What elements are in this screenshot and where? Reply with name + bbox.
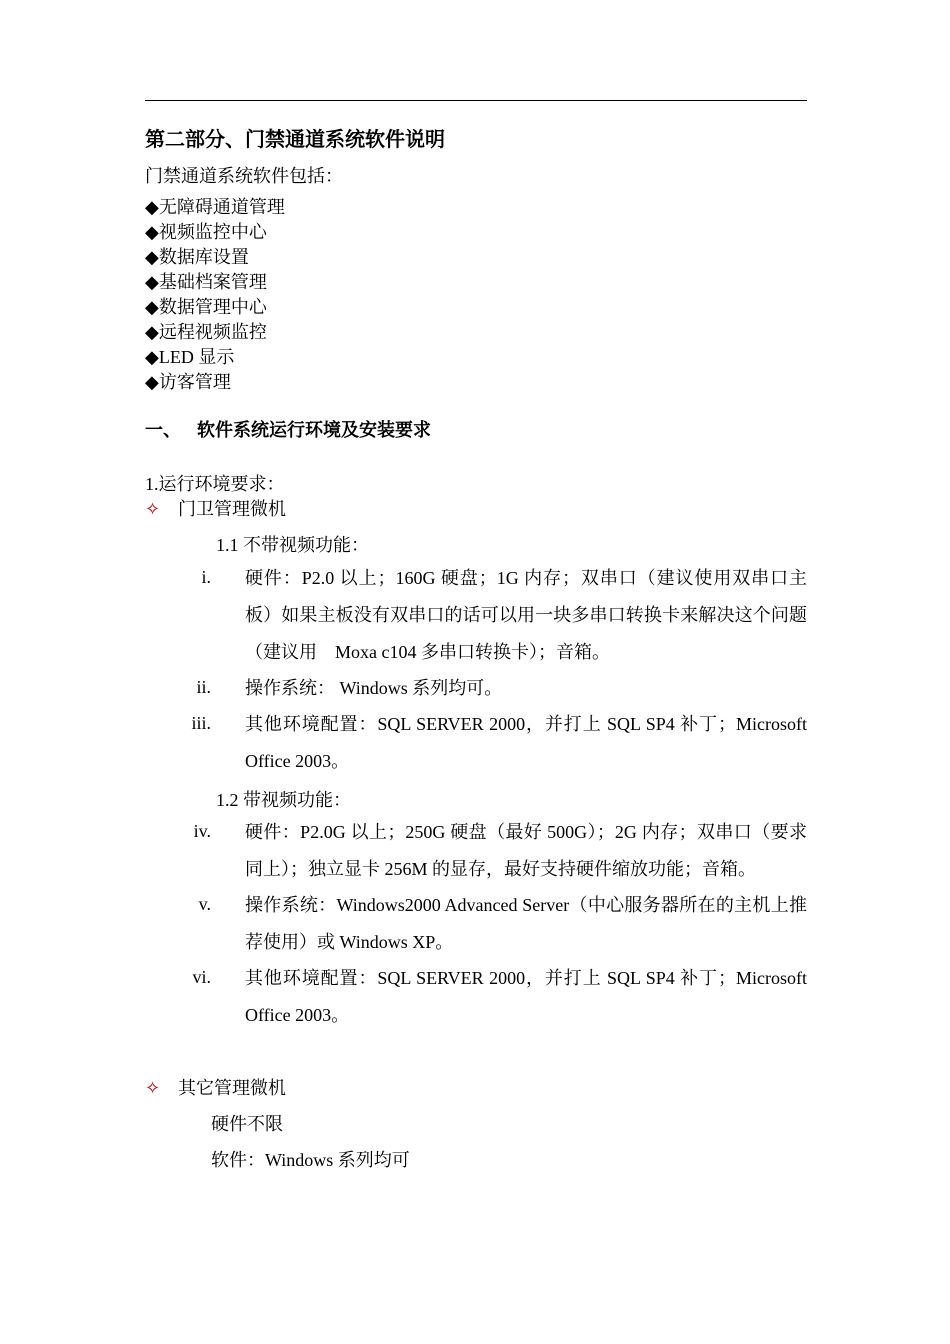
- group-title: 其它管理微机: [178, 1078, 286, 1098]
- section-heading: [145, 416, 431, 442]
- intro-text: 门禁通道系统软件包括：: [145, 166, 343, 186]
- item-text: 硬件：P2.0G 以上；250G 硬盘（最好 500G）；2G 内存；双串口（要求同上）；独立显卡 256M 的显存，最好支持硬件缩放功能；音箱。: [245, 822, 807, 879]
- list-item: ◆远程视频监控: [145, 322, 267, 342]
- item-number: v.: [198, 894, 211, 914]
- list-item: ◆数据管理中心: [145, 297, 267, 317]
- group-title: 门卫管理微机: [178, 499, 286, 519]
- list-item: ◆基础档案管理: [145, 272, 267, 292]
- list-item: ◆视频监控中心: [145, 222, 267, 242]
- requirement-heading: 1.运行环境要求：: [145, 474, 285, 494]
- subheading: 1.2 带视频功能：: [216, 790, 351, 810]
- item-text: 其他环境配置：SQL SERVER 2000，并打上 SQL SP4 补丁；Microsoft Office 2003。: [245, 968, 807, 1025]
- diamond-icon: ◆: [145, 197, 159, 217]
- item-number: i.: [201, 567, 211, 587]
- item-text: 其他环境配置：SQL SERVER 2000，并打上 SQL SP4 补丁；Microsoft Office 2003。: [245, 714, 807, 771]
- item-text: 操作系统： Windows 系列均可。: [245, 678, 503, 698]
- subheading: 1.1 不带视频功能：: [216, 535, 369, 555]
- star-icon: ✧: [145, 1078, 161, 1098]
- group-heading: [145, 1074, 286, 1100]
- item-number: iii.: [191, 713, 211, 733]
- item-number: vi.: [192, 967, 211, 987]
- list-item: ◆LED 显示: [145, 347, 235, 367]
- item-text: 硬件：P2.0 以上；160G 硬盘；1G 内存；双串口（建议使用双串口主板）如果主板没有双串口的话可以用一块多串口转换卡来解决这个问题（建议用 Moxa c104 多串口转换卡）；音箱。: [245, 568, 807, 662]
- star-icon: ✧: [145, 499, 161, 519]
- diamond-icon: ◆: [145, 322, 159, 342]
- page-title: 第二部分、门禁通道系统软件说明: [145, 129, 445, 151]
- diamond-icon: ◆: [145, 372, 159, 392]
- list-item: ◆访客管理: [145, 372, 231, 392]
- diamond-icon: ◆: [145, 222, 159, 242]
- diamond-icon: ◆: [145, 247, 159, 267]
- section-title: 软件系统运行环境及安装要求: [197, 420, 431, 440]
- list-item: ◆数据库设置: [145, 247, 249, 267]
- diamond-icon: ◆: [145, 347, 159, 367]
- item-number: iv.: [193, 821, 211, 841]
- diamond-icon: ◆: [145, 297, 159, 317]
- item-number: ii.: [196, 677, 211, 697]
- hardware-text: 硬件不限: [211, 1114, 283, 1134]
- item-text: 操作系统：Windows2000 Advanced Server（中心服务器所在的主机上推荐使用）或 Windows XP。: [245, 895, 807, 952]
- diamond-icon: ◆: [145, 272, 159, 292]
- header-rule: [145, 100, 807, 101]
- section-number: 一、: [145, 420, 181, 440]
- software-text: 软件：Windows 系列均可: [211, 1150, 410, 1170]
- group-heading: [145, 495, 286, 521]
- bullet-list: [145, 195, 285, 395]
- list-item: ◆无障碍通道管理: [145, 197, 285, 217]
